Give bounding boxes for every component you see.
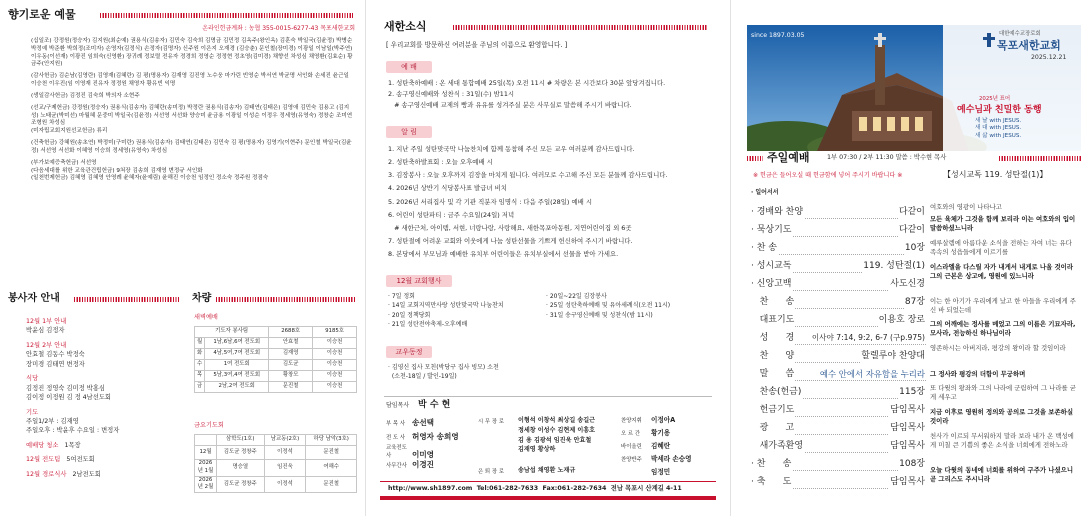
staff-name: 송선택	[412, 418, 435, 427]
table-cell: 하당 남악(3호)	[306, 435, 357, 446]
responsive-reading-box: 【성시교독 119. 성탄절(1)】	[943, 170, 1048, 179]
worship-notices	[388, 78, 713, 112]
notice-label: 알 림	[386, 126, 432, 138]
order-value: 이사야 7:14, 9:2, 6-7 (구p.975)	[811, 333, 925, 342]
elder-line: 정세창 이성수 김현제 이흥호	[518, 426, 596, 434]
notice-item: 5. 2026년 서리집사 및 각 기관 직분자 임명식 : 다음 주일(28일) 예배 시	[388, 197, 592, 206]
volunteer-group-head: 12월 2부 안내	[26, 341, 67, 349]
staff-role: 부 목 사	[386, 421, 406, 427]
offering-paragraph: (부가보예증축헌금) 서선영	[31, 159, 97, 166]
table-cell: 5남,3여,4여 전도회	[205, 371, 269, 382]
order-value: 이용호 장로	[878, 314, 926, 327]
schedule-item: · 14일 교회지역만사랑 성탄맞국막 나눔찬치	[388, 302, 504, 310]
footer-rule	[380, 481, 716, 482]
order-label: 찬송(헌금)	[750, 386, 802, 399]
choir-role: 찬양반주	[621, 457, 642, 463]
table-cell: 이승천	[313, 360, 357, 371]
staff-name: 이미영	[412, 449, 435, 459]
table-row	[195, 338, 357, 349]
table-cell: 월	[195, 338, 205, 349]
volunteer-line: 박윤심 김정자	[26, 327, 65, 335]
order-row	[750, 224, 926, 240]
order-label: · 묵상기도	[750, 224, 793, 237]
volunteer-line: 주일1/2부 : 김재영	[26, 417, 79, 425]
order-row	[750, 314, 926, 330]
sermon-title: 예수 안에서 자유함을 누리라	[819, 369, 925, 379]
table-cell: 이정석	[264, 446, 306, 460]
table-cell: 문진철	[269, 382, 313, 393]
order-value: 10장	[904, 242, 926, 255]
schedule-right	[546, 292, 716, 320]
choir-name: 이정아A	[651, 416, 676, 424]
pastor-name: 박 수 현	[418, 400, 451, 410]
table-header	[195, 435, 357, 446]
order-row	[750, 278, 926, 294]
motto-sub	[975, 118, 1021, 140]
title-stripe	[747, 156, 763, 161]
volunteer-single-value: 2남전도회	[72, 470, 101, 478]
dawn-vehicle-table	[194, 326, 357, 393]
table-cell: 이승천	[313, 382, 357, 393]
table-cell: 2남,2여 전도회	[205, 382, 269, 393]
condolence-line: (소천-18일 / 발인-19일)	[388, 373, 457, 381]
elder-line: 이형석 이창석 최상길 송길근	[518, 417, 596, 424]
schedule-left	[388, 292, 558, 329]
reading-line: 이스라엘을 다스릴 자가 내게서 내게로 나올 것이라 그의 근본은 상고에, 영원에 있느니라	[930, 263, 1073, 280]
schedule-label: 12월 교회행사	[386, 275, 452, 287]
staff-name: 허영자 송희영	[412, 432, 459, 441]
table-row	[195, 460, 357, 477]
notice-item: 2. 송구영신예배와 성찬식 : 31일(수) 밤11시	[388, 90, 515, 99]
volunteer-group-head: 식당	[26, 375, 39, 383]
order-label: · 일어서서	[751, 189, 779, 196]
staff-role: 전 도 사	[386, 435, 406, 441]
reading-line: 예루살렘에 아름다운 소식을 전하는 자여 너는 유다 족속의 성읍들에게 이르기를	[930, 239, 1072, 256]
table-row	[195, 476, 357, 493]
choir-name: 김혜란	[651, 442, 671, 450]
worship-times: 1부 07:30 / 2부 11:30 말씀 : 박수현 목사	[827, 154, 947, 161]
schedule-item: · 25일 성탄축하예배 및 유아세례식(오전 11시)	[546, 302, 671, 310]
order-label: 성 경	[750, 332, 795, 345]
order-row	[750, 332, 926, 348]
order-value: 사도신경	[889, 278, 926, 291]
table-row	[195, 349, 357, 360]
schedule-item: · 31일 송구영신예배 및 성찬식(밤 11시)	[546, 311, 653, 319]
vehicle-title: 차량	[192, 293, 212, 304]
column-offering-volunteers	[0, 0, 365, 516]
pastor-role: 담임목사	[386, 402, 410, 409]
order-label: 광 고	[750, 422, 795, 435]
volunteer-group-head: 기도	[26, 408, 39, 416]
since-text: since 1897.03.05	[751, 32, 805, 39]
table-cell: 2026년 2월	[195, 476, 217, 493]
reading-line: 오늘 다윗의 동네에 너희를 위하여 구주가 나셨으니 곧 그리스도 주시니라	[930, 466, 1073, 483]
offering-title: 향기로운 예물	[8, 8, 76, 21]
order-value: 다같이	[898, 206, 926, 219]
condolence-text	[388, 363, 499, 382]
table-cell: 임진욱	[264, 460, 306, 477]
offering-paragraph: (미자립교회지원선교헌금) 류리	[31, 128, 108, 135]
elders-role: 시 무 장 로	[478, 419, 504, 425]
order-value: 담임목사	[889, 440, 926, 453]
order-label: · 축 도	[750, 476, 792, 489]
order-label: 말 씀	[750, 368, 795, 381]
news-title: 새한소식	[384, 20, 427, 33]
order-label: 찬 송	[750, 296, 795, 309]
choir-role: 오 르 간	[621, 431, 641, 437]
motto-main: 예수님과 친밀한 동행	[957, 105, 1042, 115]
denomination-text: 대한예수교장로회	[999, 31, 1041, 37]
offering-paragraph: (십일조) 강정원(정승자) 김지원(최순예) 권용식(김송자) 김민숙 김숙희 김명금 김민정 김옥주(왕인옥) 김훈숙 박일국(김윤정) 박병순 박정예 박준환 박희정(조미자) 손영자(김정식) 손정자(김명자) 신주원 이은지 오재경 (김승춘) 문인철(장미경) 이광일 이남일(박주연) 이우동(이선재) 이광진 임희숙(신영환) 장귀례 정보렬 전유자 정경희 정영순 정정현 정초영(김미경) 채향선 차성심 채영환(김효순) 황금주(안지원)	[31, 38, 353, 68]
table-header	[195, 327, 357, 338]
worship-label: 예 배	[386, 61, 432, 73]
notice-item: 4. 2026년 상반기 식당봉사표 발급녀 비치	[388, 184, 507, 193]
volunteer-list	[26, 317, 181, 479]
order-label: 대표기도	[750, 314, 795, 327]
offering-paragraph: (다음세대를 위한 교육관건립헌금) 9쳐장 김송희 김재영 변정규 서인화	[31, 167, 203, 174]
reading-line: 모든 육체가 그것을 함께 보리라 이는 여호와의 입이 말씀하셨느니라	[930, 215, 1076, 232]
volunteer-single-value: 5여전도회	[66, 456, 95, 464]
reading-line: 영존하시는 아버지라, 평강의 왕이라 할 것임이라	[930, 344, 1066, 352]
order-value: 다같이	[898, 224, 926, 237]
bulletin-date: 2025.12.21	[1031, 54, 1067, 61]
schedule-item: · 21일 성탄전야축제-오후예배	[388, 320, 468, 328]
notice-item: 3. 김장봉사 : 오늘 오후까지 김장을 마치게 됩니다. 여러모로 수고해 주신 모든 분들께 감사드립니다.	[388, 171, 668, 180]
retired-role: 은 퇴 장 로	[478, 469, 504, 475]
church-logo-icon	[983, 33, 995, 47]
friday-vehicle-title: 금요기도회	[194, 422, 224, 429]
reading-line: 이는 한 아기가 우리에게 났고 한 아들을 우리에게 주신 바 되었는데	[930, 297, 1076, 314]
notice-item: 6. 어린이 성탄파티 : 금주 수요일(24일) 저녁	[388, 210, 515, 219]
order-row	[750, 368, 926, 384]
table-cell: 안효철	[269, 338, 313, 349]
table-cell: 김재영	[269, 349, 313, 360]
order-label: · 찬 송	[750, 458, 792, 471]
table-cell: 12월	[195, 446, 217, 460]
table-cell: 김도균 정창주	[217, 446, 265, 460]
schedule-item: · 20일~22일 김장봉사	[546, 293, 607, 300]
church-name: 목포새한교회	[997, 39, 1061, 52]
volunteer-line: 안효철 김동수 박정숙	[26, 351, 85, 359]
choir-name: 황기용	[651, 429, 671, 437]
order-row	[750, 386, 926, 402]
volunteer-single-value: 1목장	[64, 441, 81, 449]
order-row	[750, 440, 926, 456]
table-cell: 이승천	[313, 371, 357, 382]
order-value: 87장	[904, 296, 926, 309]
volunteer-single-key: 12월 경로식사	[26, 470, 67, 478]
table-cell: 문진철	[306, 446, 357, 460]
table-cell: 2688호	[269, 327, 313, 338]
offering-paragraph: (감사헌금) 김순남(김영란) 김영재(김혜란) 김 평(명용자) 김재영 김진영 노수웅 마가린 빈영순 박서연 박균명 서인화 손세진 윤근일 이승천 이우진(임 이영재 진유자 정정원 채영자 황유빈 익명	[31, 73, 349, 88]
order-row	[750, 242, 926, 258]
offering-list	[31, 38, 356, 183]
notice-item: 8. 본당에서 부모님과 예배한 유치부 어린이들은 유치부실에서 선물을 받아 가세요.	[388, 250, 619, 258]
volunteer-single-key: 12월 전도팀	[26, 456, 61, 464]
offering-paragraph: (건축헌금) 강혜원(송초연) 박정미(구미란) 권용식(김송자) 김태연(김태은) 김민숙 김 평(명용자) 김영기(이현주) 문인철 박일국(김윤정) 서선영 서선화 이혜영 이승희 정세영(유영숙) 차성심	[31, 140, 352, 154]
order-label: · 찬 송	[750, 242, 778, 255]
reading-line: 여호와의 영광이 나타나고	[930, 203, 1002, 211]
reading-line: 또 다윗의 왕좌와 그의 나라에 군림하여 그 나라를 굳게 세우고	[930, 384, 1076, 401]
table-row	[195, 360, 357, 371]
notice-item: # 송구영신예배 교제의 빵과 유유를 성겨주실 분은 사무실로 말씀해 주시기 바랍니다.	[388, 101, 632, 110]
order-row	[750, 189, 926, 205]
table-cell	[195, 435, 217, 446]
choir-role: 바이올린	[621, 444, 642, 450]
order-label: · 경배와 찬양	[750, 206, 804, 219]
order-row	[750, 458, 926, 474]
notice-item: 1. 성탄축하예배 : 온 세대 통합예배 25일(목) 오전 11시 # 차량은 본 시간보다 30분 앞당겨집니다.	[388, 79, 666, 87]
order-label: 찬 양	[750, 350, 795, 363]
footer-contact: http://www.sh1897.com Tel:061-282-7633 Fax:061-282-7634 전남 목포시 산계길 4-11	[388, 485, 682, 492]
table-cell: 기도자 봉사팀	[195, 327, 269, 338]
table-cell: 9185호	[313, 327, 357, 338]
order-label: 헌금기도	[750, 404, 795, 417]
offering-account: 온라인헌금계좌 : 농협 355-0015-6277-43 목포새한교회	[202, 25, 355, 32]
notice-item: 2. 성탄축하발표회 : 오늘 오후예배 시	[388, 158, 493, 167]
order-label: 새가족환영	[750, 440, 804, 453]
friday-vehicle-table	[194, 434, 357, 493]
table-cell: 명승열	[217, 460, 265, 477]
notice-item: # 새한근처, 아이템, 서현, 너랑나랑, 사랑해요, 새한목포아동원, 지연어린이집 외 6곳	[388, 223, 632, 232]
table-cell: 이승천	[313, 349, 357, 360]
volunteers-title: 봉사자 안내	[8, 293, 60, 304]
elder-line: 김 용 김광석 임진욱 안효철	[518, 436, 592, 444]
reading-line: 그 정사와 평강의 더함이 무궁하며	[930, 370, 1026, 378]
table-row	[195, 446, 357, 460]
reading-line: 지금 이후로 영원히 정의와 공의로 그것을 보존하실 것이라	[930, 408, 1073, 425]
offering-note: ※ 헌금은 들어오실 때 헌금함에 넣어 주시기 바랍니다 ※	[753, 172, 903, 179]
staff-role: 사무간사	[386, 463, 407, 469]
volunteer-line: 주일오후 : 박윤후 수요일 : 변정자	[26, 427, 120, 435]
order-value: 담임목사	[889, 422, 926, 435]
order-row	[750, 206, 926, 222]
retired-list: 송남섭 채영환 노재규	[518, 467, 576, 474]
choir-name: 박세라 손승영	[651, 455, 692, 463]
order-value: 담임목사	[889, 476, 926, 489]
title-stripe	[74, 297, 180, 302]
general-notices	[388, 143, 713, 261]
table-cell: 황창모	[269, 371, 313, 382]
order-label: · 성시교독	[750, 260, 793, 273]
table-cell: 4남,5여,7여 전도회	[205, 349, 269, 360]
choir-role: 찬양지휘	[621, 418, 642, 424]
footer-bar	[380, 496, 716, 500]
staff-divider	[384, 396, 712, 397]
table-row	[195, 371, 357, 382]
table-cell: 1여 전도회	[205, 360, 269, 371]
notice-item: 1. 지난 주일 성탄맞국막 나눔찬치에 함께 동참해 주신 모든 교우 여러분께 감사드립니다.	[388, 145, 635, 153]
choir-name: 임정민	[651, 468, 671, 476]
order-value: 115장	[898, 386, 926, 399]
motto-line: 새 대 with JESUS.	[975, 125, 1022, 132]
offering-paragraph: (일천번제헌금) 김혜영 김혜영 안영례 윤혜자(윤예림) 윤해진 이승천 임정인 정소숙 정주원 정점숙	[31, 175, 269, 182]
schedule-item: · 7일 정회	[388, 293, 415, 300]
staff-list	[386, 417, 476, 473]
table-cell: 이정석	[264, 476, 306, 493]
title-stripe	[999, 156, 1081, 161]
elders-list	[518, 416, 628, 455]
volunteer-line: 김이정 이정원 김 정 4남선도회	[26, 394, 112, 402]
schedule-item: · 20일 정책당회	[388, 311, 431, 319]
order-row	[750, 350, 926, 366]
table-cell: 문진철	[306, 476, 357, 493]
order-value: 담임목사	[889, 404, 926, 417]
welcome-text: [ 우리교회를 방문하신 여러분을 주님의 이름으로 환영합니다. ]	[386, 41, 568, 49]
motto-line: 새 삶 with JESUS.	[975, 132, 1022, 139]
table-cell: 김도균	[269, 360, 313, 371]
table-cell: 화	[195, 349, 205, 360]
worship-title: 주일예배	[767, 151, 810, 164]
title-stripe	[216, 297, 356, 302]
condolence-line: · 김영신 집사 모친(박당구 집사 빙모) 소천	[388, 364, 499, 371]
table-cell: 목	[195, 371, 205, 382]
table-cell: 김도균 정창주	[217, 476, 265, 493]
table-cell: 이승천	[313, 338, 357, 349]
table-cell: 2026년 1월	[195, 460, 217, 477]
table-row	[195, 382, 357, 393]
offering-paragraph: (선교/구제헌금) 강정원(정승자) 권용식(김송자) 김혜란(송미정) 박정란 권용식(김송자) 김태연(김태은) 김영애 김민숙 김용고 (김지성) 노태균(박미선) 마월혜 문중미 박일국(김윤정) 서선영 서선화 양승미 윤금용 이광일 이성순 이정우 정세영(유영숙) 정창순 조미연 조형원 차성심	[31, 104, 353, 127]
volunteer-group-head: 12월 1부 안내	[26, 318, 67, 325]
reading-line: 천사가 이르되 무서워하지 말라 보라 내가 온 백성에게 미칠 큰 기쁨의 좋은 소식을 너희에게 전하노라	[930, 432, 1074, 449]
table-cell: 금	[195, 382, 205, 393]
dawn-vehicle-title: 새벽예배	[194, 314, 218, 321]
volunteer-line: 김정진 정영숙 김미정 박홍심	[26, 384, 105, 392]
order-label: · 신앙고백	[750, 278, 793, 291]
table-cell: 남교동(2호)	[264, 435, 306, 446]
table-cell: 수	[195, 360, 205, 371]
order-row	[750, 422, 926, 438]
table-cell: 여해수	[306, 460, 357, 477]
order-value: 할렐루야 찬양대	[860, 350, 926, 363]
order-row	[750, 476, 926, 492]
title-stripe	[453, 25, 708, 30]
order-row	[750, 296, 926, 312]
offering-paragraph: (생일감사헌금) 김정진 김숙희 박의자 소현주	[31, 92, 140, 99]
motto-year: 2025년 표어	[979, 96, 1011, 102]
order-row	[750, 404, 926, 420]
volunteer-single-key: 예배당 청소	[26, 441, 59, 449]
notice-item: 7. 성탄절에 어려운 교회와 이웃에게 나눔 성탄선물을 기쁘게 헌신하여 주시기 바랍니다.	[388, 236, 633, 245]
column-church-news	[365, 0, 730, 516]
title-stripe	[100, 13, 353, 18]
order-value: 108장	[898, 458, 926, 471]
volunteer-line: 장미경 김태연 변정자	[26, 360, 85, 368]
table-cell: 삼학도(1호)	[217, 435, 265, 446]
motto-line: 새 날 with JESUS.	[975, 118, 1022, 124]
condolence-label: 교우동정	[386, 346, 432, 358]
staff-role: 교육전도사	[386, 445, 407, 459]
elder-line: 김재영 황상하	[518, 446, 556, 454]
table-cell: 1남,6남,6여 전도회	[205, 338, 269, 349]
reading-line: 그의 어깨에는 정사를 메었고 그의 이름은 기묘자라, 모사라, 전능하신 하나님이라	[930, 320, 1076, 337]
choir-list	[621, 416, 716, 481]
staff-name: 이경진	[412, 460, 435, 469]
order-row	[750, 260, 926, 276]
order-value: 119. 성탄절(1)	[862, 260, 926, 273]
